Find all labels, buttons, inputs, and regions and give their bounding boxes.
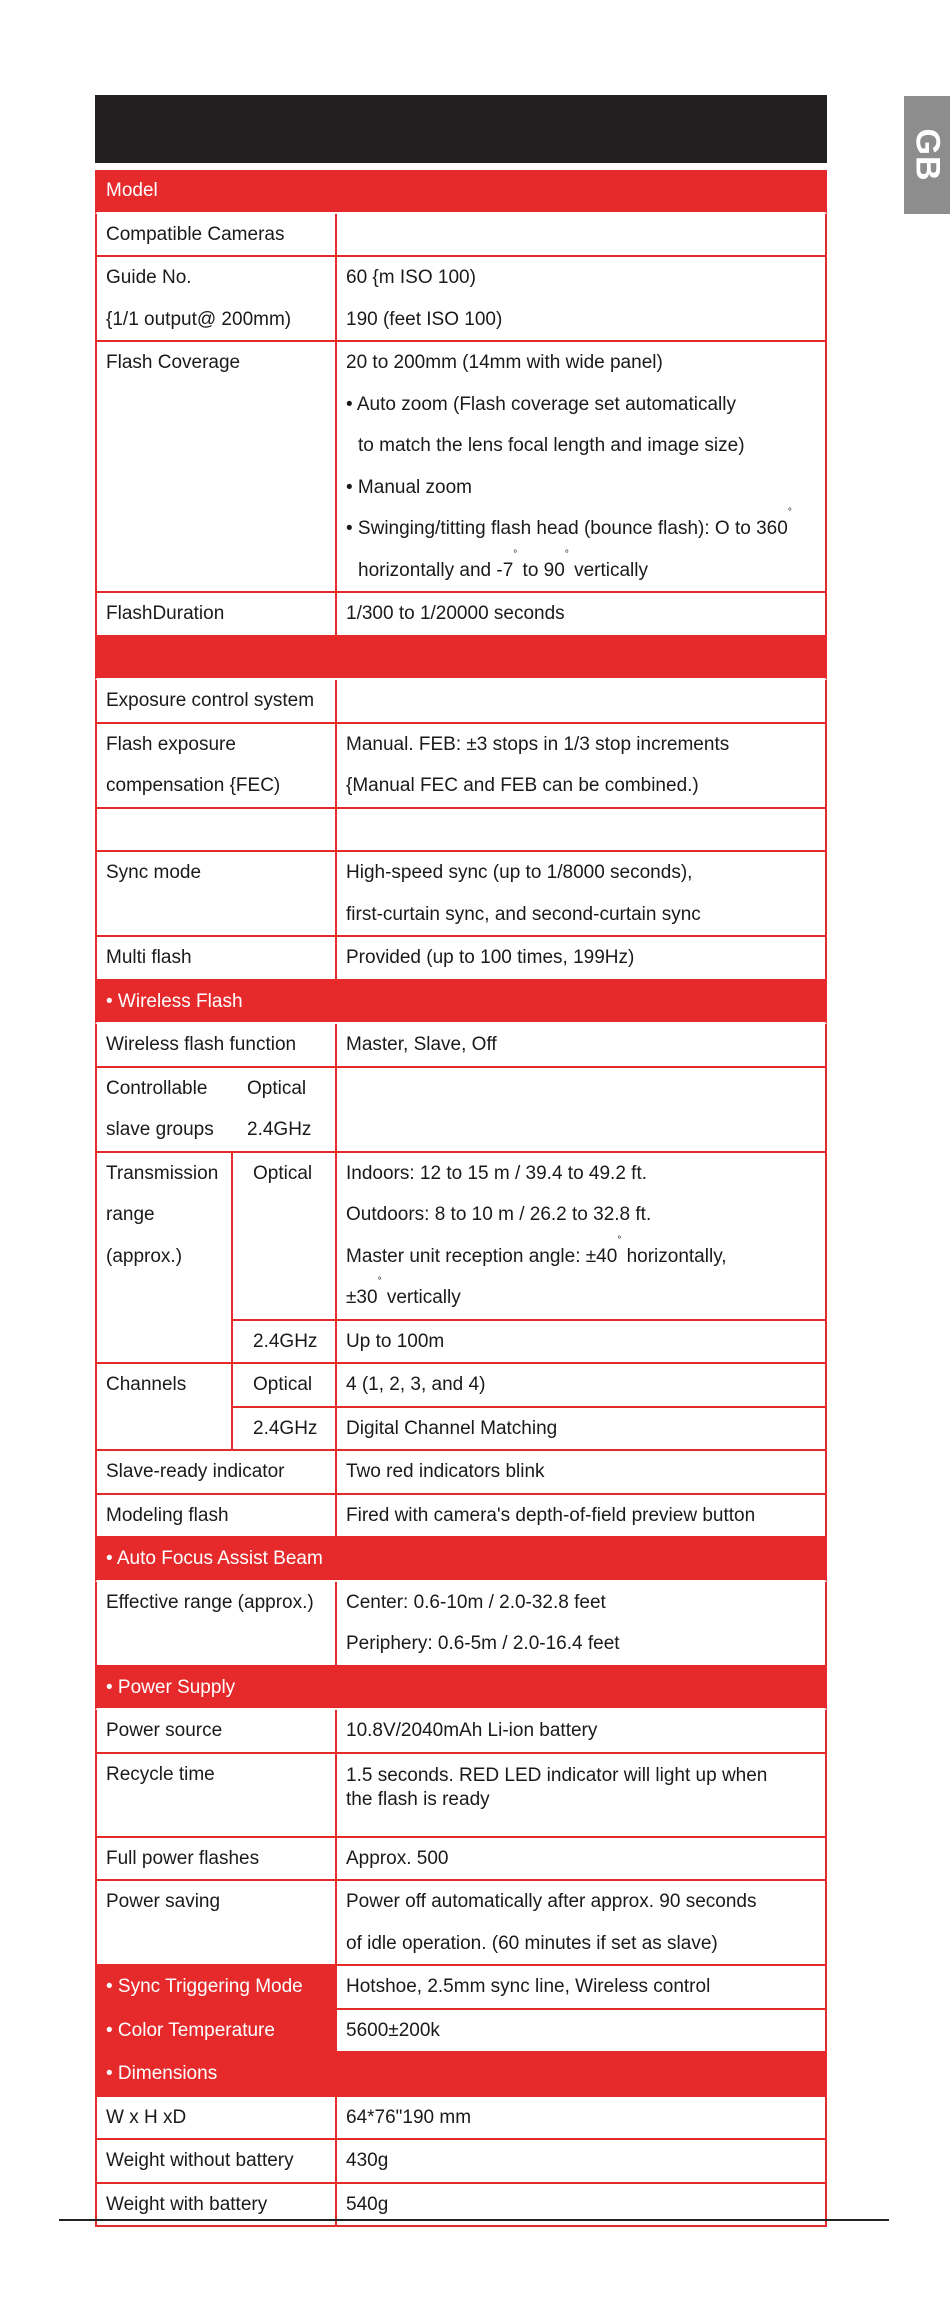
label-multi-flash: Multi flash [97,937,337,979]
sub-24ghz: 2.4GHz [233,1408,337,1450]
section-power-label: • Power Supply [106,1676,236,1698]
coverage-line: • Auto zoom (Flash coverage set automatically [346,393,737,415]
row-flash-coverage [95,342,827,593]
value-recycle-time [337,1754,825,1836]
label-transmission-line3: (approx.) [106,1245,183,1267]
section-dimensions-label: • Dimensions [106,2063,218,2084]
label-exposure-system: Exposure control system [97,680,337,722]
transmission-text: vertically [381,1287,461,1308]
label-sync-mode: Sync mode [97,852,337,935]
section-power-supply [95,1667,827,1711]
section-wireless-label: • Wireless Flash [106,990,243,1012]
label-compatible-cameras: Compatible Cameras [97,214,337,256]
label-recycle-time: Recycle time [97,1754,337,1836]
label-power-source: Power source [97,1710,337,1752]
transmission-text: horizontally, [621,1245,727,1267]
row-whd [95,2097,827,2141]
value-saving-line2: of idle operation. (60 minutes if set as slave) [346,1932,718,1954]
label-empty [97,809,337,851]
row-recycle-time [95,1754,827,1838]
label-fec [97,724,337,807]
value-weight-without: 430g [346,2150,389,2171]
row-slave-ready [95,1451,827,1495]
section-model-label: Model [106,180,158,201]
value-saving-line1: Power off automatically after approx. 90 seconds [346,1891,757,1912]
value-sync-triggering: Hotshoe, 2.5mm sync line, Wireless control [346,1976,711,1997]
degree-mark: ° [377,1276,382,1287]
sub-slave-groups [233,1068,337,1151]
footer-rule [59,2219,889,2221]
label-slave-line1: Controllable [106,1077,208,1099]
channels-optical-row [233,1364,825,1406]
sub-24ghz: 2.4GHz [233,1321,337,1363]
value-effective-range [337,1582,825,1665]
value-color-temperature: 5600±200k [346,2019,440,2041]
label-flash-duration: FlashDuration [97,593,337,635]
transmission-24-row [233,1319,825,1363]
sub-optical: Optical [233,1153,337,1319]
value-multi-flash: Provided (up to 100 times, 199Hz) [346,947,635,968]
label-power-saving: Power saving [97,1881,337,1964]
row-full-power [95,1838,827,1882]
transmission-optical-row [233,1153,825,1319]
value-weight-with: 540g [346,2193,389,2215]
sub-optical: Optical [247,1077,307,1099]
row-exposure-system [95,680,827,724]
value-sync-line2: first-curtain sync, and second-curtain sync [346,903,701,925]
value-slave-ready: Two red indicators blink [346,1461,545,1482]
section-blank [95,637,827,681]
row-sync-triggering [95,1966,827,2010]
row-channels [95,1364,827,1451]
coverage-line: to match the lens focal length and image size) [358,435,745,456]
value-power-source: 10.8V/2040mAh Li-ion battery [346,1720,598,1741]
degree-mark: ° [617,1234,622,1246]
row-power-source [95,1710,827,1754]
row-slave-groups [95,1068,827,1153]
row-modeling-flash [95,1495,827,1539]
label-modeling-flash: Modeling flash [97,1495,337,1537]
value-flash-coverage [337,342,825,591]
coverage-line [346,508,825,550]
value-wireless-function: Master, Slave, Off [346,1034,497,1055]
label-wireless-function: Wireless flash function [97,1024,337,1066]
section-model [95,170,827,214]
transmission-line [346,1236,825,1278]
value-range-line1: Center: 0.6-10m / 2.0-32.8 feet [346,1591,606,1613]
label-weight-without: Weight without battery [97,2140,337,2182]
row-fec [95,724,827,809]
transmission-line: Indoors: 12 to 15 m / 39.4 to 49.2 ft. [346,1162,648,1184]
label-guide-line1: Guide No. [106,267,192,288]
sub-24ghz: 2.4GHz [247,1119,312,1140]
degree-mark: ° [564,548,569,560]
value-channels-24: Digital Channel Matching [346,1417,558,1439]
row-weight-without-battery [95,2140,827,2184]
row-compatible-cameras [95,214,827,258]
label-sync-triggering: • Sync Triggering Mode [97,1966,337,2008]
value-guide-line2: 190 (feet ISO 100) [346,308,503,330]
label-slave-line2: slave groups [106,1119,214,1140]
coverage-line: • Manual zoom [346,476,472,498]
label-guide-number [97,257,337,340]
value-modeling-flash: Fired with camera's depth-of-field preview button [346,1504,756,1526]
value-exposure-system [337,680,825,722]
sub-optical: Optical [233,1364,337,1406]
row-transmission-range [95,1153,827,1365]
label-transmission-line2: range [106,1204,155,1225]
row-effective-range [95,1582,827,1667]
degree-mark: ° [513,548,518,560]
value-slave-groups [337,1068,825,1151]
label-slave-ready: Slave-ready indicator [97,1451,337,1493]
value-full-power: Approx. 500 [346,1847,449,1869]
value-recycle-line1: 1.5 seconds. RED LED indicator will light up when [346,1764,768,1786]
value-whd: 64*76"190 mm [346,2106,472,2128]
transmission-values [233,1153,825,1363]
transmission-text: Master unit reception angle: ±40 [346,1245,618,1267]
label-fec-line2: compensation {FEC) [106,775,281,796]
value-guide-number [337,257,825,340]
row-wireless-function [95,1024,827,1068]
degree-mark: ° [787,507,792,518]
language-tab-label: GB [908,128,947,182]
value-sync-line1: High-speed sync (up to 1/8000 seconds), [346,862,693,883]
transmission-line: Outdoors: 8 to 10 m / 26.2 to 32.8 ft. [346,1204,652,1225]
value-compatible-cameras [337,214,825,256]
label-weight-with: Weight with battery [97,2184,337,2226]
coverage-text: • Swinging/titting flash head (bounce flash): O to 360 [346,518,788,539]
section-af-label: • Auto Focus Assist Beam [106,1548,323,1569]
value-sync-mode [337,852,825,935]
row-color-temperature [95,2010,827,2054]
section-af-assist [95,1538,827,1582]
label-full-power: Full power flashes [97,1838,337,1880]
value-empty [337,809,825,851]
row-empty [95,809,827,853]
label-transmission-line1: Transmission [106,1162,219,1184]
coverage-text: vertically [568,559,648,581]
channel-values [233,1364,825,1449]
value-fec [337,724,825,807]
coverage-line [346,550,825,592]
label-effective-range: Effective range (approx.) [97,1582,337,1665]
label-slave-groups [97,1068,233,1151]
value-transmission-optical [337,1153,825,1319]
coverage-line: 20 to 200mm (14mm with wide panel) [346,352,663,373]
label-color-temperature: • Color Temperature [97,2010,337,2052]
title-bar [95,95,827,163]
row-power-saving [95,1881,827,1966]
section-wireless [95,981,827,1025]
row-sync-mode [95,852,827,937]
channels-24-row [233,1406,825,1450]
value-fec-line2: {Manual FEC and FEB can be combined.) [346,775,699,796]
label-flash-coverage: Flash Coverage [97,342,337,591]
value-fec-line1: Manual. FEB: ±3 stops in 1/3 stop increments [346,733,730,755]
coverage-text: to 90 [517,559,565,581]
coverage-text: horizontally and -7 [358,559,514,581]
value-power-saving [337,1881,825,1964]
row-flash-duration [95,593,827,637]
label-guide-line2: {1/1 output@ 200mm) [106,308,292,330]
value-transmission-24: Up to 100m [346,1330,445,1352]
row-multi-flash [95,937,827,981]
value-range-line2: Periphery: 0.6-5m / 2.0-16.4 feet [346,1633,620,1654]
value-channels-optical: 4 (1, 2, 3, and 4) [346,1374,486,1395]
label-fec-line1: Flash exposure [106,733,236,755]
value-flash-duration: 1/300 to 1/20000 seconds [346,603,565,624]
value-recycle-line2: the flash is ready [346,1788,490,1810]
label-whd: W x H xD [97,2097,337,2139]
transmission-text: ±30 [346,1287,378,1308]
value-guide-line1: 60 {m ISO 100) [346,267,476,288]
label-transmission-range [97,1153,233,1363]
language-tab [904,96,950,214]
label-channels: Channels [97,1364,233,1449]
spec-table [95,170,827,2227]
row-guide-number [95,257,827,342]
transmission-line [346,1277,825,1319]
section-dimensions [95,2053,827,2097]
